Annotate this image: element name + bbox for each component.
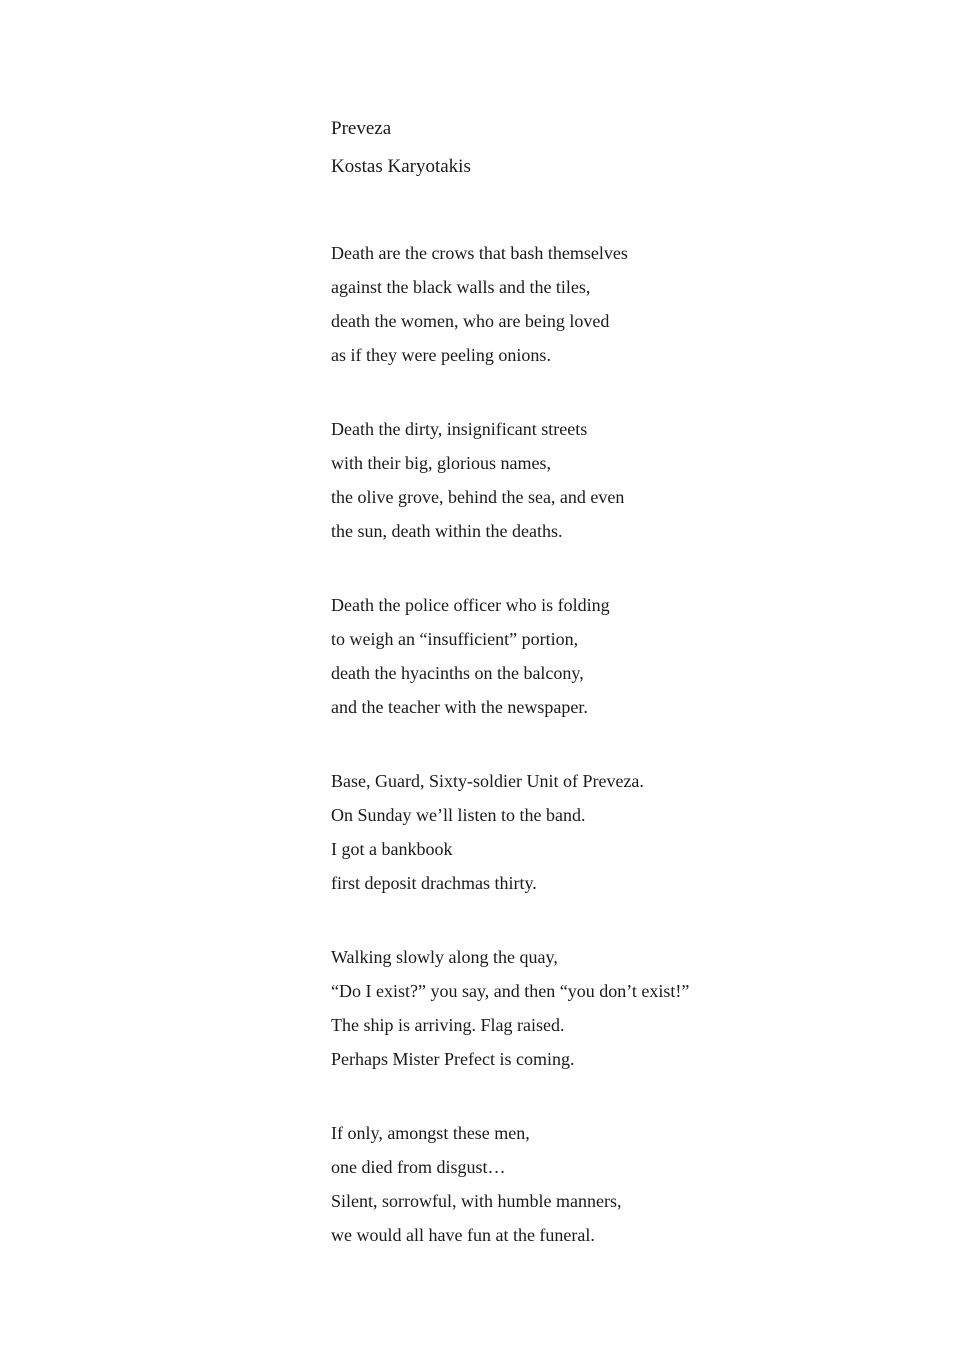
poem-line: Perhaps Mister Prefect is coming. bbox=[331, 1049, 575, 1069]
poem-line: Death the police officer who is folding bbox=[331, 595, 610, 615]
poem-line: to weigh an “insufficient” portion, bbox=[331, 629, 579, 649]
poem-line: the sun, death within the deaths. bbox=[331, 521, 563, 541]
stanza-1 bbox=[331, 236, 891, 372]
stanza-6 bbox=[331, 1116, 891, 1252]
stanza-3 bbox=[331, 588, 891, 724]
poem-author: Kostas Karyotakis bbox=[331, 156, 471, 177]
poem-line: “Do I exist?” you say, and then “you don’t exist!” bbox=[331, 981, 690, 1001]
poem-line: Silent, sorrowful, with humble manners, bbox=[331, 1191, 622, 1211]
poem-line: the olive grove, behind the sea, and even bbox=[331, 487, 625, 507]
poem-line: death the hyacinths on the balcony, bbox=[331, 663, 584, 683]
poem-line: Death the dirty, insignificant streets bbox=[331, 419, 588, 439]
poem-line: Base, Guard, Sixty-soldier Unit of Preveza. bbox=[331, 771, 644, 791]
poem-page bbox=[331, 116, 891, 1292]
poem-line: one died from disgust… bbox=[331, 1157, 506, 1177]
poem-line: I got a bankbook bbox=[331, 839, 453, 859]
stanza-4 bbox=[331, 764, 891, 900]
poem-line: If only, amongst these men, bbox=[331, 1123, 530, 1143]
poem-line: Death are the crows that bash themselves bbox=[331, 243, 628, 263]
poem-line: we would all have fun at the funeral. bbox=[331, 1225, 595, 1245]
poem-line: Walking slowly along the quay, bbox=[331, 947, 558, 967]
poem-line: and the teacher with the newspaper. bbox=[331, 697, 588, 717]
stanza-5 bbox=[331, 940, 891, 1076]
poem-line: with their big, glorious names, bbox=[331, 453, 551, 473]
poem-line: first deposit drachmas thirty. bbox=[331, 873, 537, 893]
poem-title: Preveza bbox=[331, 118, 392, 139]
stanza-2 bbox=[331, 412, 891, 548]
poem-line: On Sunday we’ll listen to the band. bbox=[331, 805, 586, 825]
poem-line: against the black walls and the tiles, bbox=[331, 277, 591, 297]
poem-line: The ship is arriving. Flag raised. bbox=[331, 1015, 565, 1035]
poem-line: as if they were peeling onions. bbox=[331, 345, 551, 365]
poem-line: death the women, who are being loved bbox=[331, 311, 610, 331]
